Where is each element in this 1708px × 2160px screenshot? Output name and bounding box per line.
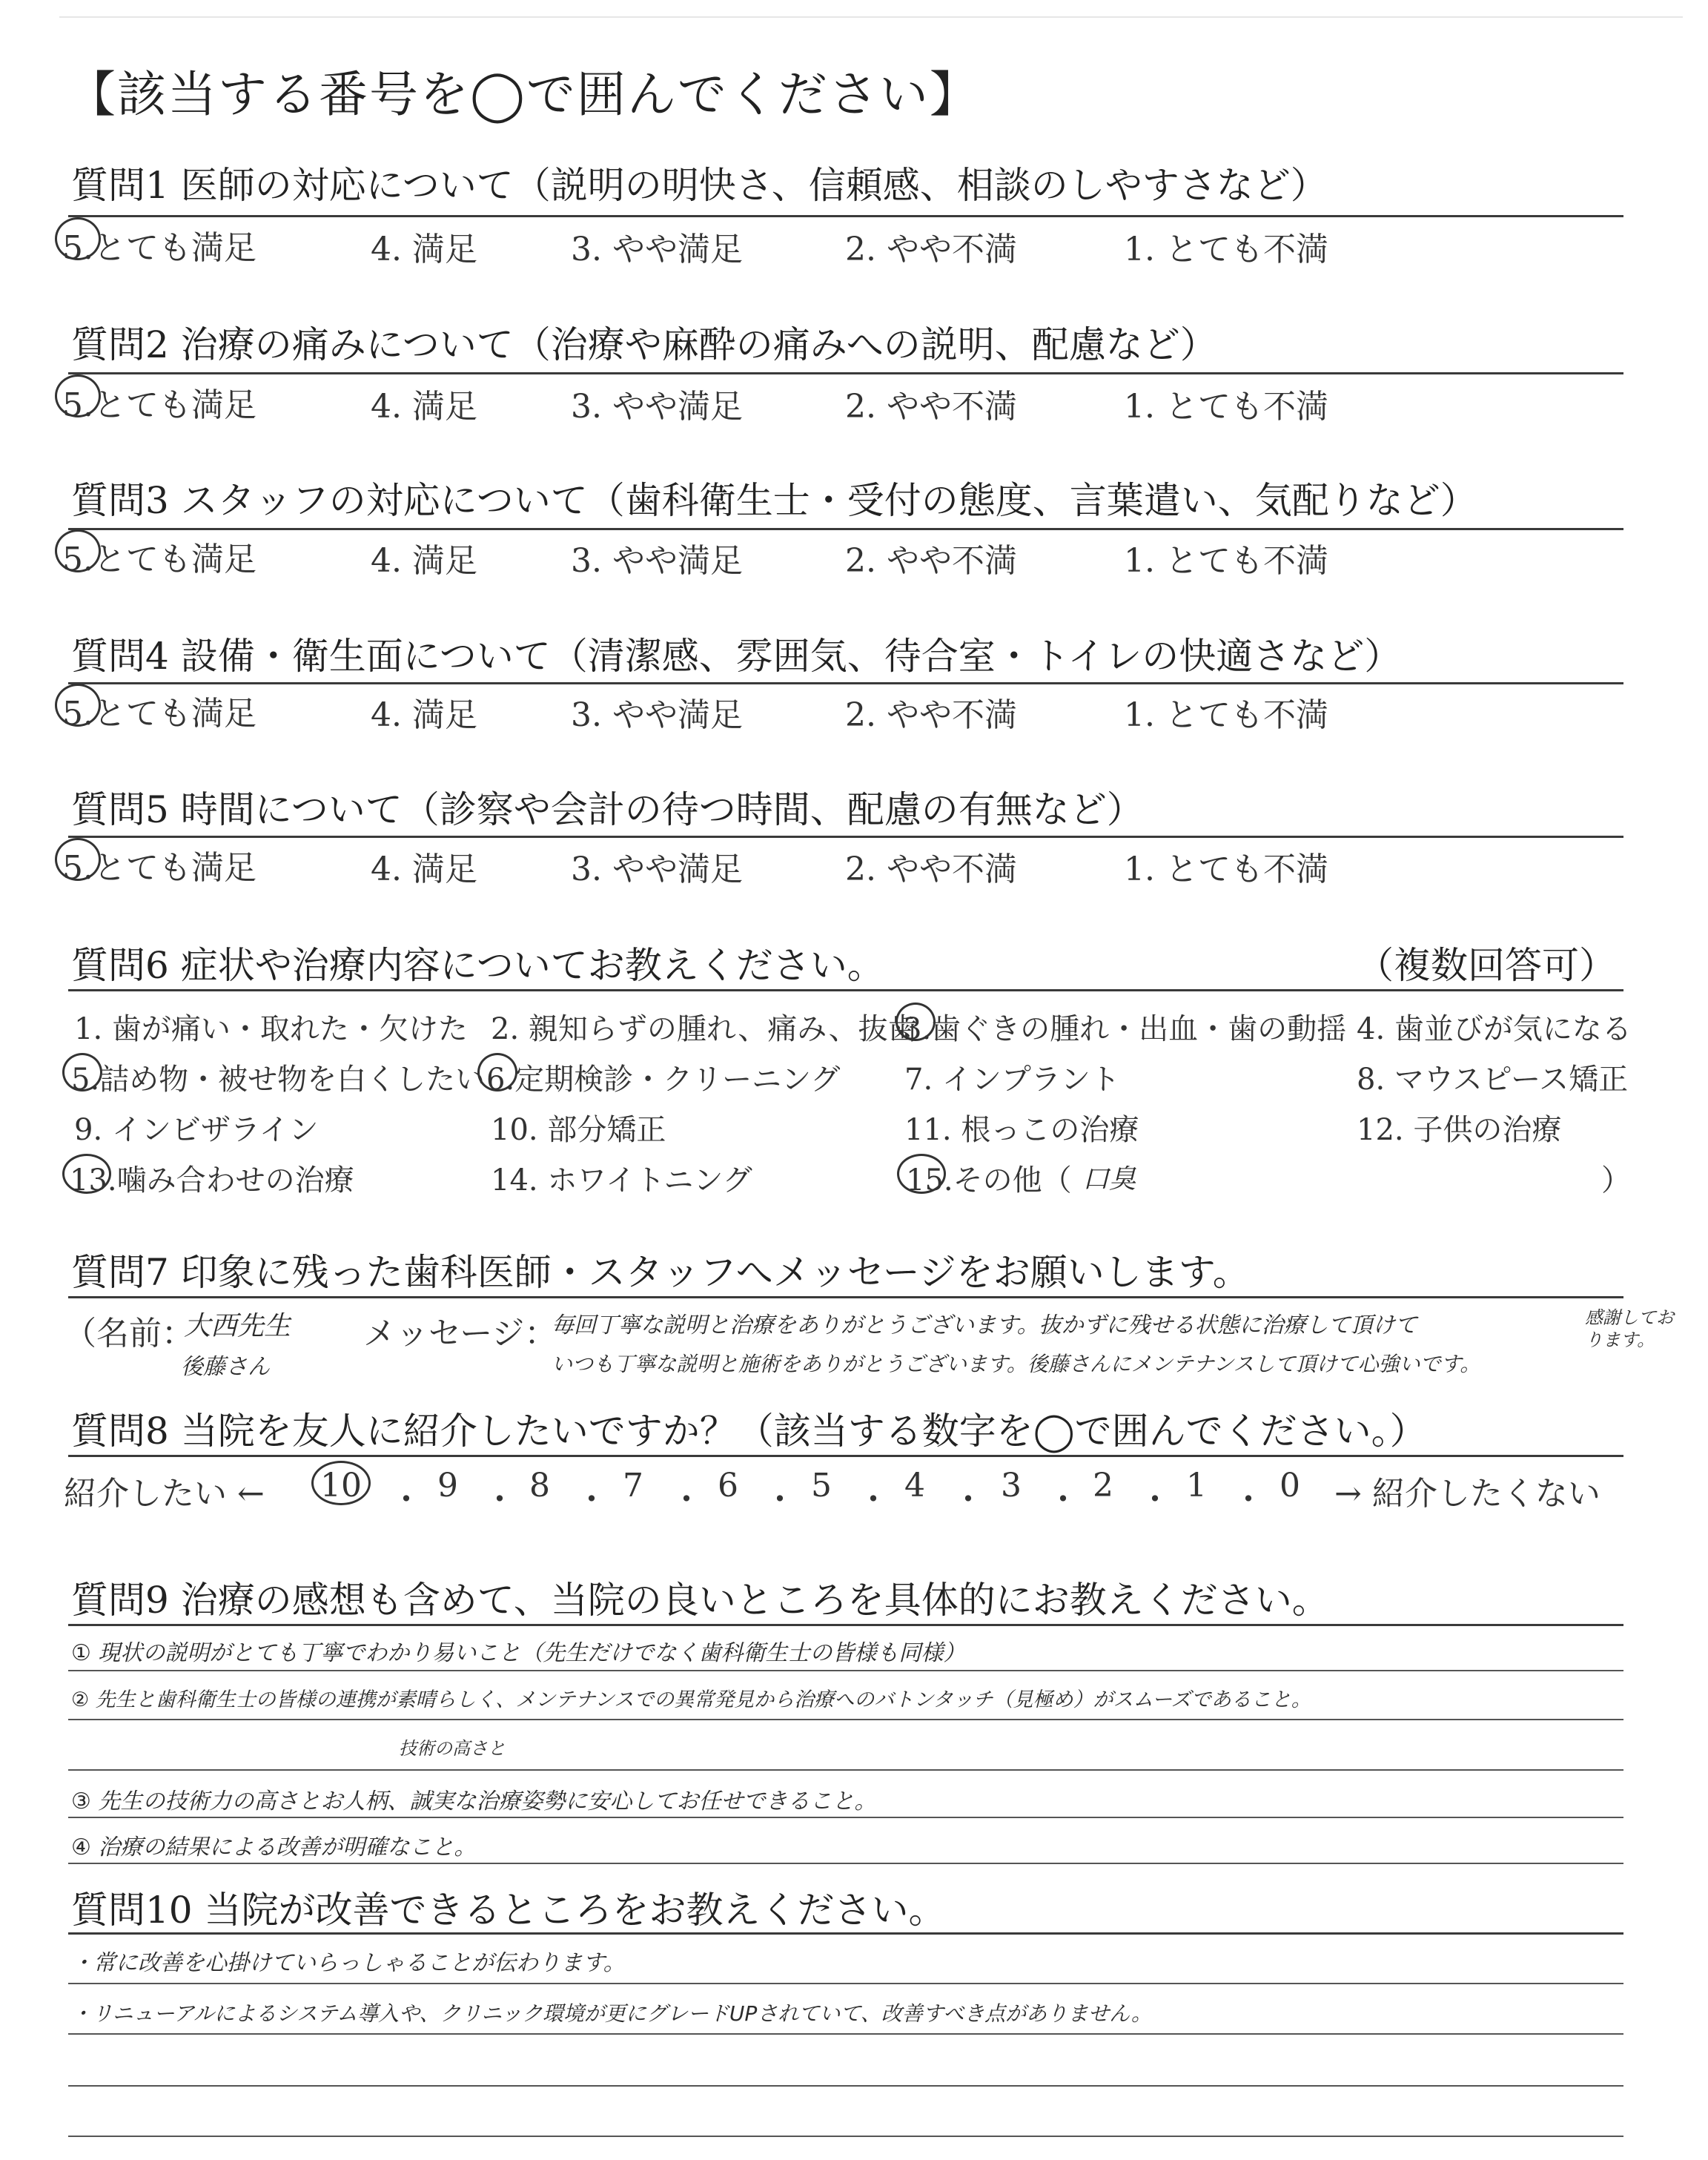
q3-option-5[interactable]: 5.とても満足 [62, 541, 256, 578]
q5-option-1[interactable]: 1. とても不満 [1124, 851, 1328, 888]
q10-ruled-line [68, 2085, 1623, 2087]
q6-item-11[interactable]: 11. 根っこの治療 [904, 1113, 1139, 1147]
q8-scale-1[interactable]: 1 [1186, 1467, 1207, 1505]
q7-name-label: （名前： [64, 1315, 194, 1353]
q9-line-2: ② 先生と歯科衛生士の皆様の連携が素晴らしく、メンテナンスでの異常発見から治療へのバトンタッチ（見極め）がスムーズであること。 [71, 1688, 1311, 1711]
q8-sep: ・ [1139, 1481, 1171, 1519]
q3-option-3[interactable]: 3. やや満足 [571, 542, 743, 580]
q1-rule [68, 215, 1623, 217]
q7-name-1: 大西先生 [184, 1311, 291, 1341]
q8-sep: ・ [390, 1481, 423, 1519]
q9-line-1: ① 現状の説明がとても丁寧でわかり易いこと（先生だけでなく歯科衛生士の皆様も同様） [71, 1640, 966, 1666]
q2-option-3[interactable]: 3. やや満足 [571, 388, 743, 426]
q8-scale-7[interactable]: 7 [623, 1467, 643, 1505]
q1-option-2[interactable]: 2. やや不満 [845, 231, 1017, 268]
q5-option-2[interactable]: 2. やや不満 [845, 851, 1017, 888]
q4-option-1[interactable]: 1. とても不満 [1124, 696, 1328, 734]
q6-item-12[interactable]: 12. 子供の治療 [1357, 1113, 1562, 1147]
q8-scale-10[interactable]: 10 [320, 1467, 362, 1505]
q6-other-text: 口臭 [1082, 1164, 1136, 1195]
q4-option-5[interactable]: 5.とても満足 [62, 695, 256, 733]
q3-option-1[interactable]: 1. とても不満 [1124, 542, 1328, 580]
q8-scale-9[interactable]: 9 [437, 1467, 458, 1505]
q6-item-15[interactable]: 15.その他（ [906, 1163, 1072, 1198]
q2-title: 質問2 治療の痛みについて（治療や麻酔の痛みへの説明、配慮など） [71, 323, 1217, 366]
q8-sep: ・ [575, 1481, 608, 1519]
q6-item-13[interactable]: 13.噛み合わせの治療 [70, 1163, 354, 1198]
q6-item-8[interactable]: 8. マウスピース矯正 [1357, 1063, 1629, 1097]
q1-option-1[interactable]: 1. とても不満 [1124, 231, 1328, 268]
q5-option-5[interactable]: 5.とても満足 [62, 849, 256, 887]
q7-rule [68, 1296, 1623, 1298]
q3-option-2[interactable]: 2. やや不満 [845, 542, 1017, 580]
q5-title: 質問5 時間について（診察や会計の待つ時間、配慮の有無など） [71, 788, 1144, 831]
q6-rule [68, 989, 1623, 991]
q9-ruled-line [68, 1769, 1623, 1771]
q8-scale-2[interactable]: 2 [1093, 1467, 1113, 1505]
q9-rule [68, 1624, 1623, 1626]
q10-title: 質問10 当院が改善できるところをお教えください。 [71, 1889, 946, 1932]
q10-ruled-line [68, 2136, 1623, 2137]
q5-option-3[interactable]: 3. やや満足 [571, 851, 743, 888]
q8-scale-5[interactable]: 5 [811, 1467, 832, 1505]
q7-message-2: いつも丁寧な説明と施術をありがとうございます。後藤さんにメンテナンスして頂けて心強いです。 [552, 1352, 1481, 1376]
q1-option-3[interactable]: 3. やや満足 [571, 231, 743, 268]
q8-rule [68, 1455, 1623, 1457]
q8-scale-4[interactable]: 4 [904, 1467, 925, 1505]
q6-item-5[interactable]: 5.詰め物・被せ物を白くしたい [71, 1063, 486, 1097]
q8-sep: ・ [764, 1481, 796, 1519]
q6-item-9[interactable]: 9. インビザライン [74, 1113, 319, 1147]
q8-scale-6[interactable]: 6 [718, 1467, 738, 1505]
q6-item-4[interactable]: 4. 歯並びが気になる [1357, 1012, 1632, 1046]
q8-scale-0[interactable]: 0 [1280, 1467, 1300, 1505]
q2-option-2[interactable]: 2. やや不満 [845, 388, 1017, 426]
q7-note-right: 感謝しております。 [1585, 1307, 1674, 1350]
q6-note: （複数回答可） [1357, 944, 1616, 987]
q1-option-4[interactable]: 4. 満足 [371, 231, 477, 268]
q8-scale-3[interactable]: 3 [1001, 1467, 1022, 1505]
q2-rule [68, 372, 1623, 374]
q5-option-4[interactable]: 4. 満足 [371, 851, 477, 888]
q2-option-5[interactable]: 5.とても満足 [62, 386, 256, 424]
q9-line-3: ③ 先生の技術力の高さとお人柄、誠実な治療姿勢に安心してお任せできること。 [71, 1789, 877, 1814]
q3-option-4[interactable]: 4. 満足 [371, 542, 477, 580]
q8-right-label: → 紹介したくない [1334, 1475, 1601, 1513]
q4-option-3[interactable]: 3. やや満足 [571, 696, 743, 734]
q7-name-2: 後藤さん [181, 1354, 270, 1380]
q4-option-4[interactable]: 4. 満足 [371, 696, 477, 734]
q2-option-4[interactable]: 4. 満足 [371, 388, 477, 426]
q9-title: 質問9 治療の感想も含めて、当院の良いところを具体的にお教えください。 [71, 1579, 1329, 1622]
q1-title: 質問1 医師の対応について（説明の明快さ、信頼感、相談のしやすさなど） [71, 164, 1328, 207]
q6-title: 質問6 症状や治療内容についてお教えください。 [71, 944, 884, 987]
q1-option-5[interactable]: 5.とても満足 [62, 229, 256, 267]
q8-left-label: 紹介したい ← [64, 1475, 265, 1513]
q8-sep: ・ [952, 1481, 984, 1519]
q4-title: 質問4 設備・衛生面について（清潔感、雰囲気、待合室・トイレの快適さなど） [71, 635, 1402, 678]
q8-sep: ・ [1232, 1481, 1265, 1519]
q4-option-2[interactable]: 2. やや不満 [845, 696, 1017, 734]
q8-sep: ・ [670, 1481, 703, 1519]
q7-message-label: メッセージ： [363, 1315, 557, 1353]
q6-item-3[interactable]: 3.歯ぐきの腫れ・出血・歯の動揺 [903, 1012, 1347, 1046]
q5-rule [68, 836, 1623, 838]
page-header: 【該当する番号を◯で囲んでください】 [67, 66, 980, 123]
q9-ruled-line [68, 1670, 1623, 1671]
q8-sep: ・ [857, 1481, 890, 1519]
q7-message-1: 毎回丁寧な説明と治療をありがとうございます。抜かずに残せる状態に治療して頂けて [552, 1312, 1417, 1338]
q3-title: 質問3 スタッフの対応について（歯科衛生士・受付の態度、言葉遣い、気配りなど） [71, 479, 1477, 522]
q8-sep: ・ [483, 1481, 516, 1519]
q6-item-10[interactable]: 10. 部分矯正 [491, 1113, 666, 1147]
q2-option-1[interactable]: 1. とても不満 [1124, 388, 1328, 426]
q10-ruled-line [68, 2033, 1623, 2035]
q6-item-2[interactable]: 2. 親知らずの腫れ、痛み、抜歯 [491, 1012, 918, 1046]
q6-item-1[interactable]: 1. 歯が痛い・取れた・欠けた [74, 1012, 468, 1046]
q7-title: 質問7 印象に残った歯科医師・スタッフへメッセージをお願いします。 [71, 1251, 1250, 1294]
q6-other-close: ） [1601, 1163, 1631, 1198]
q9-ruled-line [68, 1863, 1623, 1864]
q4-rule [68, 682, 1623, 684]
q8-title: 質問8 当院を友人に紹介したいですか？（該当する数字を◯で囲んでください。） [71, 1410, 1427, 1453]
q9-ruled-line [68, 1719, 1623, 1720]
q8-scale-8[interactable]: 8 [529, 1467, 550, 1505]
q9-insert-note: 技術の高さと [399, 1738, 506, 1759]
q10-ruled-line [68, 1983, 1623, 1984]
q10-line-2: ・リニューアルによるシステム導入や、クリニック環境が更にグレードUPされていて、改善すべき点がありません。 [71, 2001, 1152, 2026]
q8-sep: ・ [1047, 1481, 1079, 1519]
q6-item-7[interactable]: 7. インプラント [904, 1063, 1120, 1097]
q9-line-4: ④ 治療の結果による改善が明確なこと。 [71, 1834, 477, 1860]
q6-item-6[interactable]: 6.定期検診・クリーニング [486, 1063, 841, 1097]
q3-rule [68, 528, 1623, 530]
q10-line-1: ・常に改善を心掛けていらっしゃることが伝わります。 [71, 1950, 626, 1976]
page-top-edge [59, 16, 1683, 18]
q6-item-14[interactable]: 14. ホワイトニング [491, 1163, 752, 1198]
q9-ruled-line [68, 1817, 1623, 1818]
q10-rule [68, 1932, 1623, 1935]
